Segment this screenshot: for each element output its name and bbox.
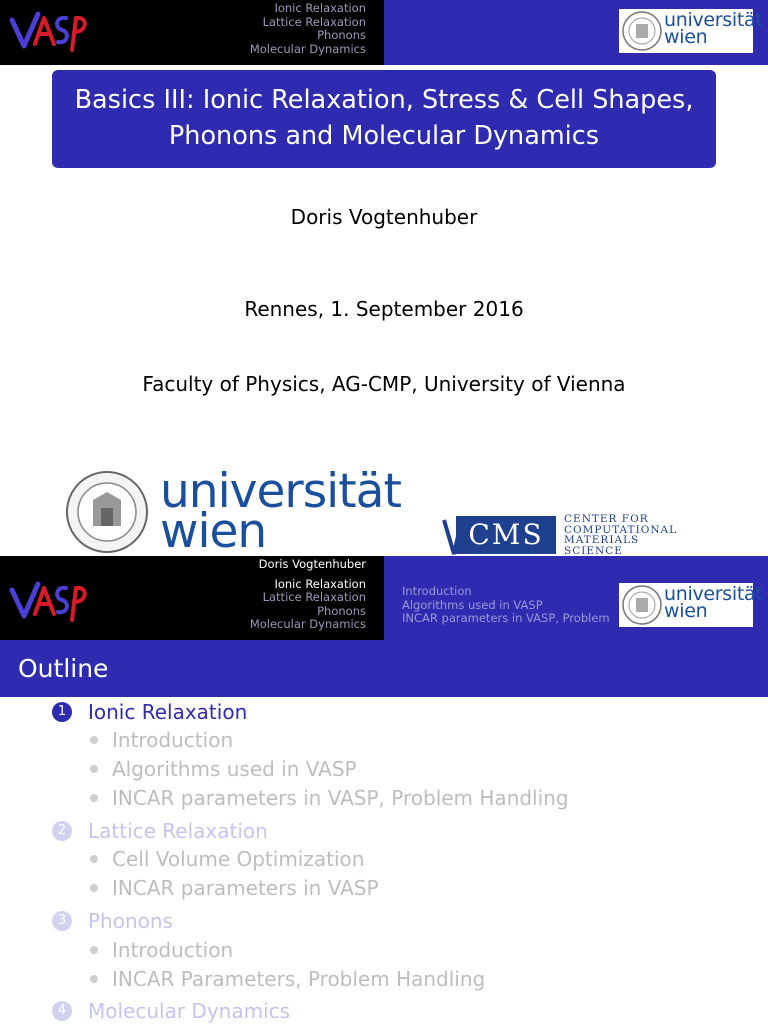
header-left: [0, 0, 384, 65]
subitem-label: INCAR Parameters, Problem Handling: [112, 967, 486, 991]
subnav-introduction[interactable]: Introduction: [402, 584, 472, 598]
university-logo-badge: [619, 583, 763, 627]
nav-lattice-relaxation[interactable]: Lattice Relaxation: [262, 590, 366, 605]
subitem-label: Algorithms used in VASP: [112, 757, 357, 781]
section-label: Phonons: [88, 909, 173, 933]
section-number-4: 4: [52, 1001, 72, 1021]
nav-ionic-relaxation[interactable]: Ionic Relaxation: [274, 1, 366, 15]
nav-phonons[interactable]: Phonons: [317, 603, 366, 618]
cms-line-1: CENTER FOR: [564, 513, 649, 525]
cms-box: CMS: [456, 516, 556, 554]
big-uni-line-1: universität: [160, 464, 401, 519]
frame-title: Outline: [0, 640, 768, 697]
section-nav: [250, 558, 366, 632]
header-bar: [0, 0, 768, 65]
nav-molecular-dynamics[interactable]: Molecular Dynamics: [249, 617, 366, 632]
title-line-1: Basics III: Ionic Relaxation, Stress & Cell Shapes,: [74, 85, 694, 115]
badge-line-1: universität: [664, 9, 763, 31]
author-name: Doris Vogtenhuber: [258, 557, 366, 571]
cms-line-2: COMPUTATIONAL: [564, 523, 678, 536]
cms-line-4: SCIENCE: [564, 544, 623, 556]
nav-ionic-relaxation[interactable]: Ionic Relaxation: [274, 576, 366, 591]
subnav-incar[interactable]: INCAR parameters in VASP, Problem: [402, 611, 610, 626]
author: Doris Vogtenhuber: [290, 205, 478, 229]
vasp-logo: [8, 576, 88, 626]
header-bar: [0, 556, 768, 640]
outline-slide: [0, 556, 768, 1024]
subitem-label: Introduction: [112, 728, 234, 752]
university-seal-icon: [620, 9, 664, 53]
badge-line-2: wien: [664, 600, 708, 622]
subitem-label: Introduction: [112, 938, 234, 962]
nav-lattice-relaxation[interactable]: Lattice Relaxation: [262, 14, 366, 29]
cms-line-3: MATERIALS: [564, 534, 640, 546]
section-label: Lattice Relaxation: [88, 819, 268, 843]
bullet-icon: [90, 765, 98, 773]
big-uni-line-2: wien: [160, 504, 267, 556]
subsection-nav: [402, 585, 610, 626]
section-nav: [250, 2, 366, 56]
date: Rennes, 1. September 2016: [244, 297, 524, 321]
bullet-icon: [90, 855, 98, 863]
subnav-algorithms[interactable]: Algorithms used in VASP: [402, 597, 543, 612]
subitem-label: Cell Volume Optimization: [112, 847, 365, 871]
nav-molecular-dynamics[interactable]: Molecular Dynamics: [249, 41, 366, 56]
university-seal-icon: [620, 583, 664, 627]
nav-phonons[interactable]: Phonons: [317, 28, 366, 43]
subitem-label: INCAR parameters in VASP: [112, 876, 379, 900]
institute: Faculty of Physics, AG-CMP, University of Vienna: [142, 372, 626, 396]
bullet-icon: [90, 794, 98, 802]
section-label: Ionic Relaxation: [88, 700, 248, 724]
bullet-icon: [90, 884, 98, 892]
subitem-label: INCAR parameters in VASP, Problem Handling: [112, 786, 569, 810]
title-line-2: Phonons and Molecular Dynamics: [168, 121, 600, 151]
vasp-logo: [8, 6, 88, 56]
bullet-icon: [90, 736, 98, 744]
bullet-icon: [90, 946, 98, 954]
section-label: Molecular Dynamics: [88, 999, 291, 1023]
university-wien-logo: [65, 464, 401, 556]
header-left: [0, 556, 384, 640]
section-number-2: 2: [52, 821, 72, 841]
university-seal-large-icon: [65, 470, 149, 554]
presentation-title: [52, 70, 716, 168]
badge-line-2: wien: [664, 26, 708, 48]
university-logo-badge: [619, 9, 763, 53]
bullet-icon: [90, 975, 98, 983]
badge-line-1: universität: [664, 583, 763, 605]
section-number-1: 1: [52, 702, 72, 722]
section-number-3: 3: [52, 911, 72, 931]
cms-caption: [564, 514, 677, 556]
